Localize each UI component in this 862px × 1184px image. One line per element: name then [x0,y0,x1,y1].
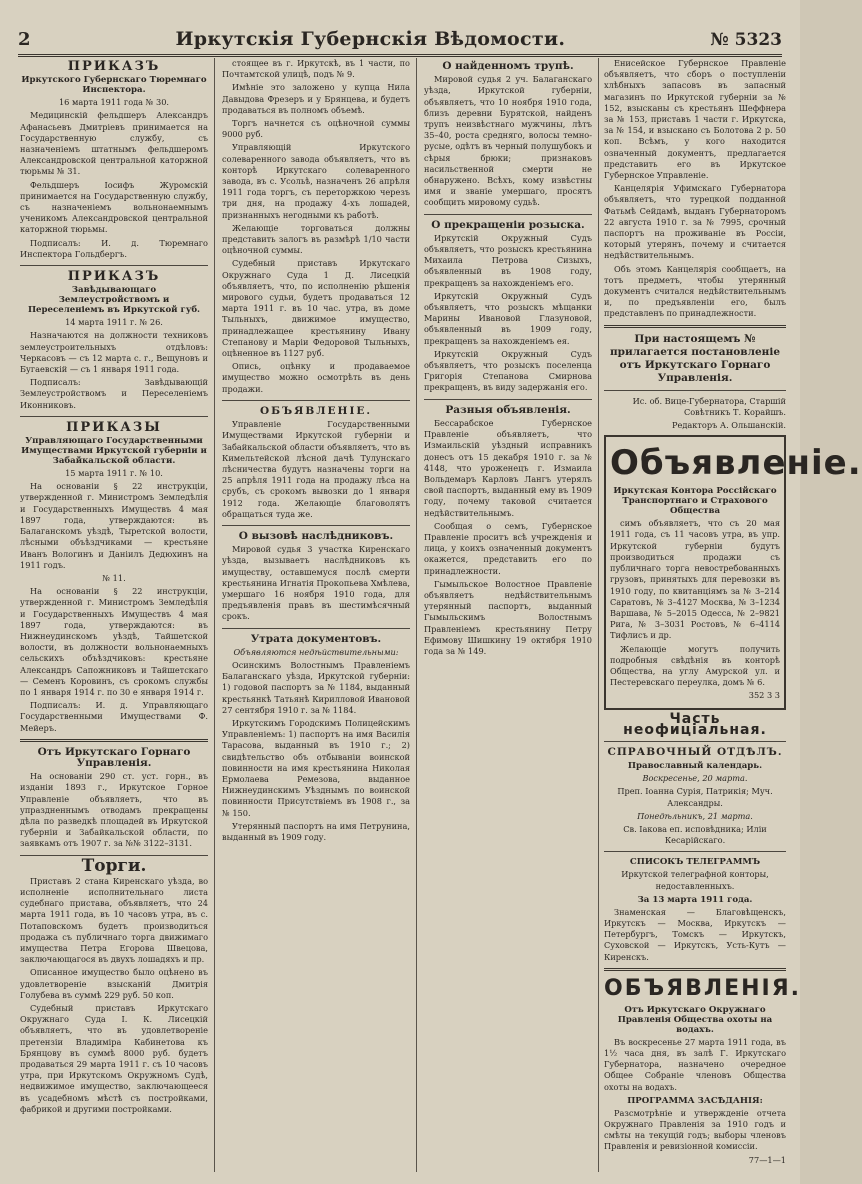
order-text: Назначаются на должности техниковъ землеустроительныхъ отдѣловъ: Черкасовъ — съ 12 марта с. г., Вещуновъ и Бугаевскій — съ 1 января 1911 года. [20,330,208,375]
divider [20,739,208,742]
heirs-text: Мировой судья 3 участка Киренскаго уѣзда, вызываетъ наслѣдниковъ къ имуществу, оставшемуся послѣ смерти крестьянина Игнатія Прокопьева Хмѣлева, умершаго 16 ноября 1910 года, для предъявленія правъ въ шестимѣсячный срокъ. [222,544,410,622]
lost-documents-text: Утерянный паспортъ на имя Петрунина, выданный въ 1909 году. [222,820,410,842]
auction-text: Судебный приставъ Иркутскаго Окружнаго Суда 1 Д. Лисецкій объявляетъ, что, по исполненію рѣшенія мирового судьи, будетъ продаваться 12 марта 1911 г. въ 10 час. утра, въ доме Тыльныхъ, движимое имущество, принадлежащее крестьянину Ивану Степанову и Маріи Федоровой Тыльныхъ, оцѣненное въ 1127 руб. [222,258,410,359]
issue-number: № 5323 [710,30,782,50]
announcements-heading: ОБЪЯВЛЕНІЯ. [604,975,802,1001]
program-number: 77—1—1 [748,1154,786,1165]
auction-text: Имѣніе это заложено у купца Нила Давыдова Фрезеръ и у Брянцева, и будетъ продаваться въ полномъ объемѣ. [222,82,410,115]
supplement-notice: При настоящемъ № прилагается постановленіе отъ Иркутскаго Горнаго Управленія. [609,332,781,384]
auction-text: Приставъ 2 стана Киренскаго уѣзда, во исполненіе исполнительнаго листа судебнаго пристава, объявляетъ, что 24 марта 1911 года, въ 10 часовъ утра, въ с. Потаповскомъ будетъ производиться продажа съ публичнаго торга движимаго имущества Петра Егорова Швецова, заключающагося въ двухъ лошадяхъ и пр. [20,875,208,965]
announcement-text: Управленіе Государственными Имуществами Иркутской губерніи и Забайкальской области объявляетъ, что въ Кимельтейской лѣсной дачѣ Тулунскаго лѣсничества будутъ назначены торги на 25 апрѣля 1911 года на продажу лѣса на срубъ, съ срокомъ вывозки до 1 января 1912 года. Желающіе благоволятъ обращаться туда же. [222,419,410,519]
found-body-text: Мировой судья 2 уч. Балаганскаго уѣзда, Иркутской губерніи, объявляетъ, что 10 ноября 1910 года, близъ деревни Бурятской, найденъ трупъ неизвѣстнаго мужчины, лѣтъ 35–40, роста средняго, волосы темно-русые, одѣтъ въ черный полушубокъ и сѣрыя брюки; признаковъ насильственной смерти не обнаружено. Всѣхъ, кому извѣстны имя и званіе умершаго, просятъ сообщить мировому судьѣ. [424,74,592,208]
order-text: Фельдшеръ Іосифъ Журомскій принимается на Государственную службу, съ назначеніемъ вольнонаемнымъ ученикомъ Александровской центральной каторжной тюрьмы. [20,179,208,235]
auction-text: Управляющій Иркутского солеваренного завода объявляетъ, что въ конторѣ Иркутскаго солеваренного завода, въ с. Усольѣ, назначенъ 26 апрѣля 1911 года торгъ, съ переторжкою черезъ три дня, на продажу 4-хъ лошадей, признанныхъ негодными къ работѣ. [222,142,410,220]
advertisement-number: 352 3 3 [748,690,780,701]
order-heading: ПРИКАЗЪ [67,269,161,285]
notice-text: Енисейское Губернское Правленіе объявляетъ, что сборъ о поступленіи хлѣбныхъ запасовъ въ запасный магазинъ по Иркутской губерніи за № 152, взысканы съ крестьянъ Шеффнера за № 153, приставъ 1 части г. Иркутска, за № 154, и взыскано съ Болотова 2 р. 50 коп. Всѣмъ, у кого находится означенный документъ, предлагается представить его въ Иркутское Губернское Управленіе. [604,58,786,181]
divider [604,390,786,391]
auction-text: Торгъ начнется съ оцѣночной суммы 9000 руб. [222,118,410,140]
divider [424,214,592,215]
column-divider [214,58,215,1172]
program-text: Разсмотрѣніе и утвержденіе отчета Окружнаго Правленія за 1910 годъ и смѣты на текущій годъ; выборы членовъ Правленія и ревизіонной комиссіи. [604,1107,786,1152]
order-number: № 11. [102,572,126,583]
order-signature: Подписалъ: И. д. Тюремнаго Инспектора Гольдбергъ. [20,237,208,259]
divider [222,525,410,526]
column-2 [222,58,410,1174]
reference-section-heading: СПРАВОЧНЫЙ ОТДѢЛЪ. [607,745,783,758]
auction-text: Опись, оцѣнку и продаваемое имущество можно осмотрѣть въ день продажи. [222,361,410,394]
telegram-heading: СПИСОКЪ ТЕЛЕГРАММЪ [629,857,761,868]
column-3 [424,58,592,1174]
order-date: 16 марта 1911 года № 30. [58,97,170,108]
section-heading: Отъ Иркутскаго Горнаго Управленія. [37,745,191,769]
search-end-text: Иркутскій Окружный Судъ объявляетъ, что розыскъ крестьянина Михаила Петрова Сизыхъ, объявленный въ 1908 году, прекращенъ за нахожденіемъ его. [424,232,592,288]
misc-heading: Разныя объявленія. [445,403,571,416]
editor-signature: Редакторъ А. Ольшанскій. [671,420,786,431]
misc-text: Бессарабское Губернское Правленіе объявляетъ, что Измаильскій уѣздный исправникъ донесъ отъ 15 декабря 1910 г. за № 4148, что уроженецъ г. Измаила Вольдемаръ Карловъ Лангъ утерялъ свой паспортъ, выданный ему въ 1909 году, почему таковой считается недѣйствительнымъ. [424,417,592,518]
telegram-list: Знаменская — Благовѣщенскъ, Иркутскъ — Москва, Иркутскъ — Петербургъ, Томскъ — Иркутскъ, Суховской — Иркутскъ, Усть-Кутъ — Киренскъ. [604,906,786,962]
calendar-heading: Православный календарь. [627,761,763,772]
lost-documents-text: Иркутскимъ Городскимъ Полицейскимъ Управленіемъ: 1) паспортъ на имя Василія Тарасова, выданный въ 1910 г.; 2) свидѣтельство объ отбываніи воинской повинности на имя крестьянина Николая Ермолаева Ремезова, выданное Нижнеудинскимъ Уѣзднымъ по воинской повинности Присутствіемъ въ 1908 г., за № 150. [222,717,410,818]
notice-text: Объ этомъ Канцелярія сообщаетъ, на тотъ предметъ, чтобы утерянный документъ считался недѣйствительнымъ и, по предъявленіи его, былъ представленъ по принадлежности. [604,263,786,319]
auction-text: стоящее въ г. Иркутскѣ, въ 1 части, по Почтамтской улицѣ, подъ № 9. [222,58,410,80]
column-4 [604,58,862,1174]
order-heading: ПРИКАЗЪ [67,59,161,74]
divider [424,399,592,400]
order-text: Медицинскій фельдшеръ Александръ Афанасьевъ Дмитріевъ принимается на Государственную службу, съ назначеніемъ штатнымъ фельдшеромъ Александровской центральной каторжной тюрьмы № 31. [20,110,208,177]
notice-text: Канцелярія Уфимскаго Губернатора объявляетъ, что турецкой подданной Фатьмѣ Сейдамѣ, выданъ Губернаторомъ 22 августа 1910 г. за № 7995, срочный паспортъ на проживаніе въ Россіи, который утерянъ, почему и считается недѣйствительнымъ. [604,183,786,261]
masthead [18,16,782,57]
program-heading: ПРОГРАММА ЗАСѢДАНІЯ: [627,1095,763,1106]
advertisement-text: Желающіе могутъ получить подробныя свѣдѣнія въ конторѣ Общества, на углу Амурской ул. и Пестеревскаго переулка, домъ № 6. [610,643,780,688]
divider [222,628,410,629]
order-subheading: Управляющаго Государственными Имуществами Иркутской губерніи и Забайкальской области. [21,436,207,467]
unofficial-section-heading: Часть неофиціальная. [623,710,767,738]
heirs-heading: О вызовѣ наслѣдниковъ. [238,529,394,542]
society-heading: Отъ Иркутскаго Окружнаго Правленія Общества охоты на водахъ. [617,1004,773,1035]
company-name: Иркутская Контора Россійскаго Транспортнаго и Страхового Общества [613,486,777,517]
auction-text: Описанное имущество было оцѣнено въ удовлетвореніе взысканій Дмитрія Голубева въ суммѣ 229 руб. 50 коп. [20,967,208,1000]
announcement-heading: ОБЪЯВЛЕНІЕ. [259,404,373,417]
newspaper-title: Иркутскія Губернскія Вѣдомости. [175,28,566,50]
divider [604,851,786,852]
calendar-day: Воскресенье, 20 марта. [642,773,748,784]
divider [20,416,208,417]
order-heading: ПРИКАЗЫ [66,419,162,435]
telegram-date: За 13 марта 1911 года. [637,894,753,905]
calendar-saints: Преп. Іоанна Сурія, Патрикія; Муч. Александры. [617,786,773,808]
search-end-heading: О прекращеніи розыска. [431,218,585,231]
order-date: 14 марта 1911 г. № 26. [65,317,163,328]
order-signature: Подписалъ: Завѣдывающій Землеустройствомъ и Переселеніемъ Иконниковъ. [20,377,208,410]
calendar-saints: Св. Іакова еп. исповѣдника; Иліи Кесарійскаго. [623,823,767,846]
notice-text: На основаніи 290 ст. уст. горн., въ изданіи 1893 г., Иркутское Горное Управленіе объявляетъ, что въ упраздненнымъ отводамъ прекращены дѣла по разведкѣ площадей въ Иркутской губерніи и Забайкальской области, по заявкамъ отъ 1907 г. за №№ 3122–3131. [20,771,208,849]
found-body-heading: О найденномъ трупѣ. [442,60,574,72]
column-divider [416,58,417,1172]
lost-documents-text: Осинскимъ Волостнымъ Правленіемъ Балаганскаго уѣзда, Иркутской губерніи: 1) годовой паспортъ за № 1184, выданный крестьянкѣ Татьянѣ Кирилловой Ивановой 27 сентября 1910 г. за № 1184. [222,659,410,715]
vice-governor-signature: Ис. об. Вице-Губернатора, Старшій Совѣтникъ Т. Корайшъ. [632,395,786,417]
auction-text: Судебный приставъ Иркутскаго Окружнаго Суда І. К. Лисецкій объявляетъ, что въ удовлетвореніе претензіи Владиміра Кабинетова къ Брянцову въ суммѣ 8000 руб. будетъ продаваться 29 марта 1911 г. съ 10 часовъ утра, при Иркутскомъ Окружномъ Судѣ, недвижимое имущество, заключающееся въ усадебномъ мѣстѣ съ постройками, фабрикой и другими постройками. [20,1003,208,1114]
search-end-text: Иркутскій Окружный Судъ объявляетъ, что розыскъ мѣщанки Марины Ивановой Глазуновой, объявленный въ 1909 году, прекращенъ за нахожденіемъ ея. [424,290,592,346]
misc-text: Гымыльское Волостное Правленіе объявляетъ недѣйствительнымъ утерянный паспортъ, выданный Гымыльскимъ Волостнымъ Правленіемъ крестьянину Петру Ефимову Шишкину 19 октября 1910 года за № 149. [424,578,592,656]
divider [604,741,786,742]
telegram-subheading: Иркутской телеграфной конторы, недоставленныхъ. [621,869,769,891]
page-number: 2 [18,29,31,50]
order-subheading: Иркутского Губернскаго Тюремнаго Инспектора. [21,75,207,96]
divider [604,968,786,971]
divider [222,400,410,401]
order-text: На основаніи § 22 инструкціи, утвержденной г. Министромъ Земледѣлія и Государственныхъ Имуществъ 4 мая 1897 года, утверждаются: въ Нижнеудинскомъ уѣздѣ, Тайшетской волости, въ должности вольнонаемныхъ сельскихъ объѣздчиковъ: крестьяне Александръ Сапожниковъ и Тайшетскаго — Семенъ Коровинъ, съ срокомъ службы по 1 января 1914 г. по 30 е января 1914 г. [20,586,208,697]
divider [20,265,208,266]
lost-documents-heading: Утрата документовъ. [250,632,382,645]
advertisement-heading: Объявленіе. [610,443,862,484]
divider [604,325,786,328]
order-subheading: Завѣдывающаго Землеустройствомъ и Переселеніемъ въ Иркутской губ. [27,285,201,316]
auction-text: Желающіе торговаться должны представить залогъ въ размѣрѣ 1/10 части оцѣночной суммы. [222,222,410,256]
advertisement-text: симъ объявляетъ, что съ 20 мая 1911 года, съ 11 часовъ утра, въ упр. Иркутской губерніи будутъ производиться продажи съ публичнаго торга невостребованныхъ грузовъ, принятыхъ для перевозки въ 1910 году, по квитанціямъ за № 3–214 Саратовъ, № 3–4127 Москва, № 3–1234 Варшава, № 5–2015 Одесса, № 2–9821 Рига, № 3–3031 Ростовъ, № 6–4114 Тифлисъ и др. [610,518,780,641]
order-date: 15 марта 1911 г. № 10. [65,468,163,479]
calendar-day: Понедѣльникъ, 21 марта. [637,810,753,821]
order-signature: Подписалъ: И. д. Управляющаго Государственными Имуществами Ф. Мейеръ. [20,700,208,733]
search-end-text: Иркутскій Окружный Судъ объявляетъ, что розыскъ поселенца Григорія Степанова Смирнова прекращенъ, въ виду задержанія его. [424,348,592,393]
order-text: На основаніи § 22 инструкціи, утвержденной г. Министромъ Земледѣлія и Государственныхъ Имуществъ 4 мая 1897 года, утверждаются: въ Балаганскомъ уѣздѣ, Тыретской волости, лѣсными объѣздчиками — крестьяне Иванъ Вологинъ и Даніилъ Дедюхинъ на 1911 годъ. [20,481,208,570]
advertisement-box [604,435,862,709]
column-divider [598,58,599,1172]
lost-documents-subheading: Объявляются недѣйствительными: [233,646,399,657]
column-1 [20,58,208,1174]
auctions-heading: Торги. [81,855,147,876]
misc-text: Сообщая о семъ, Губернское Правленіе проситъ всѣ учрежденія и лица, у коихъ означенный документъ окажется, представить его по принадлежности. [424,520,592,576]
society-text: Въ воскресенье 27 марта 1911 года, въ 1½ часа дня, въ залѣ Г. Иркутскаго Губернатора, назначено очередное Общее Собраніе членовъ Общества охоты на водахъ. [604,1036,786,1092]
